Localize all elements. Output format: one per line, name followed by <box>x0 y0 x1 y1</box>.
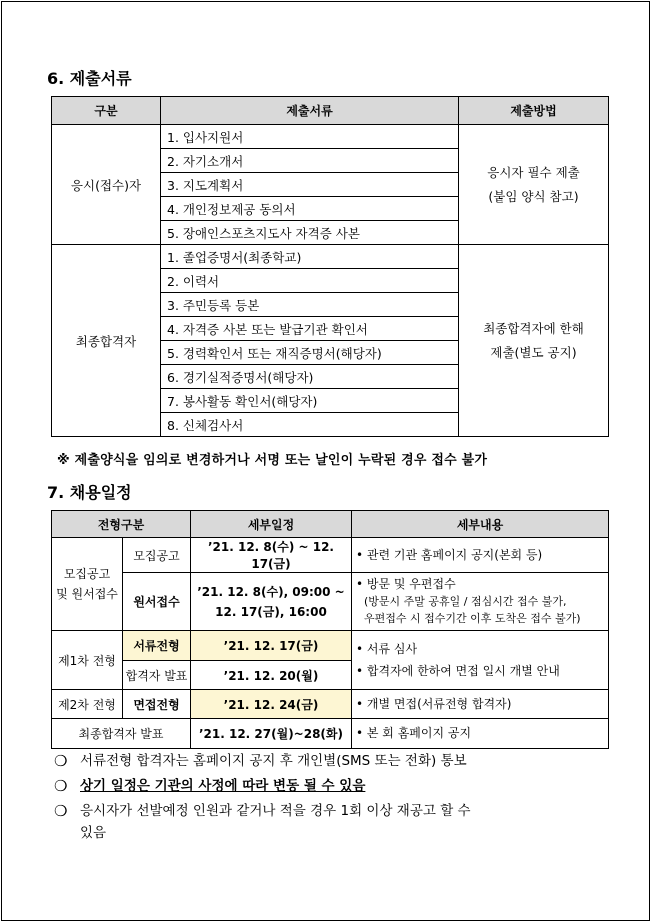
category-final: 최종합격자 <box>52 245 161 437</box>
method-applicant <box>459 125 609 245</box>
header-schedule: 세부일정 <box>191 511 352 538</box>
date-announcement: ’21. 12. 20(월) <box>191 661 352 690</box>
notice-text: 상기 일정은 기관의 사정에 따라 변동 될 수 있음 <box>80 778 366 794</box>
method-final <box>459 245 609 437</box>
document-item: 7. 봉사활동 확인서(해당자) <box>161 389 459 413</box>
circle-bullet-icon: ❍ <box>54 752 68 770</box>
date-text: ’21. 12. 8(수), 09:00 ~ <box>197 584 345 599</box>
list-item <box>54 800 610 844</box>
document-item: 3. 주민등록 등본 <box>161 293 459 317</box>
detail-text: • 방문 및 우편접수 <box>356 577 456 591</box>
date-application <box>191 573 352 631</box>
table-row <box>52 690 609 719</box>
header-documents: 제출서류 <box>161 97 459 125</box>
method-text: (붙임 양식 참고) <box>488 188 579 204</box>
notice-text-line: 있음 <box>80 825 107 841</box>
detail-interview: • 개별 면접(서류전형 합격자) <box>352 690 609 719</box>
documents-table-header <box>52 97 609 125</box>
header-details: 세부내용 <box>352 511 609 538</box>
document-item: 4. 개인정보제공 동의서 <box>161 197 459 221</box>
method-text: 제출(별도 공지) <box>490 344 577 360</box>
document-item: 2. 자기소개서 <box>161 149 459 173</box>
stage-recruit <box>52 538 123 631</box>
list-item <box>54 750 610 772</box>
table-row <box>52 631 609 661</box>
header-method: 제출방법 <box>459 97 609 125</box>
detail-text: (방문시 주말 공휴일 / 점심시간 접수 불가, <box>364 595 567 608</box>
substage-application: 원서접수 <box>123 573 191 631</box>
detail-text: 우편접수 시 접수기간 이후 도착은 접수 불가) <box>364 612 581 625</box>
schedule-table <box>51 510 609 749</box>
stage-second: 제2차 전형 <box>52 690 123 719</box>
document-item: 2. 이력서 <box>161 269 459 293</box>
date-notice: ’21. 12. 8(수) ~ 12. 17(금) <box>191 538 352 573</box>
substage-document-review: 서류전형 <box>123 631 191 661</box>
document-item: 4. 자격증 사본 또는 발급기관 확인서 <box>161 317 459 341</box>
circle-bullet-icon: ❍ <box>54 802 68 820</box>
circle-bullet-icon: ❍ <box>54 777 68 795</box>
date-text: 12. 17(금), 16:00 <box>215 604 327 619</box>
method-text: 최종합격자에 한해 <box>483 320 584 336</box>
date-document-review: ’21. 12. 17(금) <box>191 631 352 661</box>
documents-table <box>51 96 609 437</box>
document-item: 5. 경력확인서 또는 재직증명서(해당자) <box>161 341 459 365</box>
notice-list <box>54 750 610 844</box>
notice-text <box>80 800 471 844</box>
document-item: 8. 신체검사서 <box>161 413 459 437</box>
substage-interview: 면접전형 <box>123 690 191 719</box>
document-item: 3. 지도계획서 <box>161 173 459 197</box>
document-item: 1. 입사지원서 <box>161 125 459 149</box>
document-item: 5. 장애인스포츠지도사 자격증 사본 <box>161 221 459 245</box>
stage-text: 모집공고 <box>63 567 111 581</box>
table-row <box>52 125 609 149</box>
list-item <box>54 775 610 797</box>
method-text: 응시자 필수 제출 <box>487 164 580 180</box>
notice-text-line: 응시자가 선발예정 인원과 같거나 적을 경우 1회 이상 재공고 할 수 <box>80 803 471 819</box>
submission-note: ※ 제출양식을 임의로 변경하거나 서명 또는 날인이 누락된 경우 접수 불가 <box>57 453 488 468</box>
section-6-title: 6. 제출서류 <box>47 69 132 88</box>
stage-first: 제1차 전형 <box>52 631 123 690</box>
table-row <box>52 573 609 631</box>
detail-notice: • 관련 기관 홈페이지 공지(본회 등) <box>352 538 609 573</box>
date-final-announcement: ’21. 12. 27(월)~28(화) <box>191 719 352 749</box>
category-applicant: 응시(접수)자 <box>52 125 161 245</box>
notice-text: 서류전형 합격자는 홈페이지 공지 후 개인별(SMS 또는 전화) 통보 <box>80 753 467 769</box>
table-row <box>52 245 609 269</box>
table-row <box>52 538 609 573</box>
stage-final-announcement: 최종합격자 발표 <box>52 719 191 749</box>
stage-text: 및 원서접수 <box>56 587 118 601</box>
schedule-table-header <box>52 511 609 538</box>
substage-notice: 모집공고 <box>123 538 191 573</box>
detail-application <box>352 573 609 631</box>
substage-announcement: 합격자 발표 <box>123 661 191 690</box>
header-stage: 전형구분 <box>52 511 191 538</box>
detail-text: • 서류 심사 <box>356 642 418 656</box>
header-category: 구분 <box>52 97 161 125</box>
detail-first-stage <box>352 631 609 690</box>
table-row <box>52 719 609 749</box>
document-item: 1. 졸업증명서(최종학교) <box>161 245 459 269</box>
section-7-title: 7. 채용일정 <box>47 483 132 502</box>
document-item: 6. 경기실적증명서(해당자) <box>161 365 459 389</box>
detail-final-announcement: • 본 회 홈페이지 공지 <box>352 719 609 749</box>
date-interview: ’21. 12. 24(금) <box>191 690 352 719</box>
detail-text: • 합격자에 한하여 면접 일시 개별 안내 <box>356 664 560 678</box>
